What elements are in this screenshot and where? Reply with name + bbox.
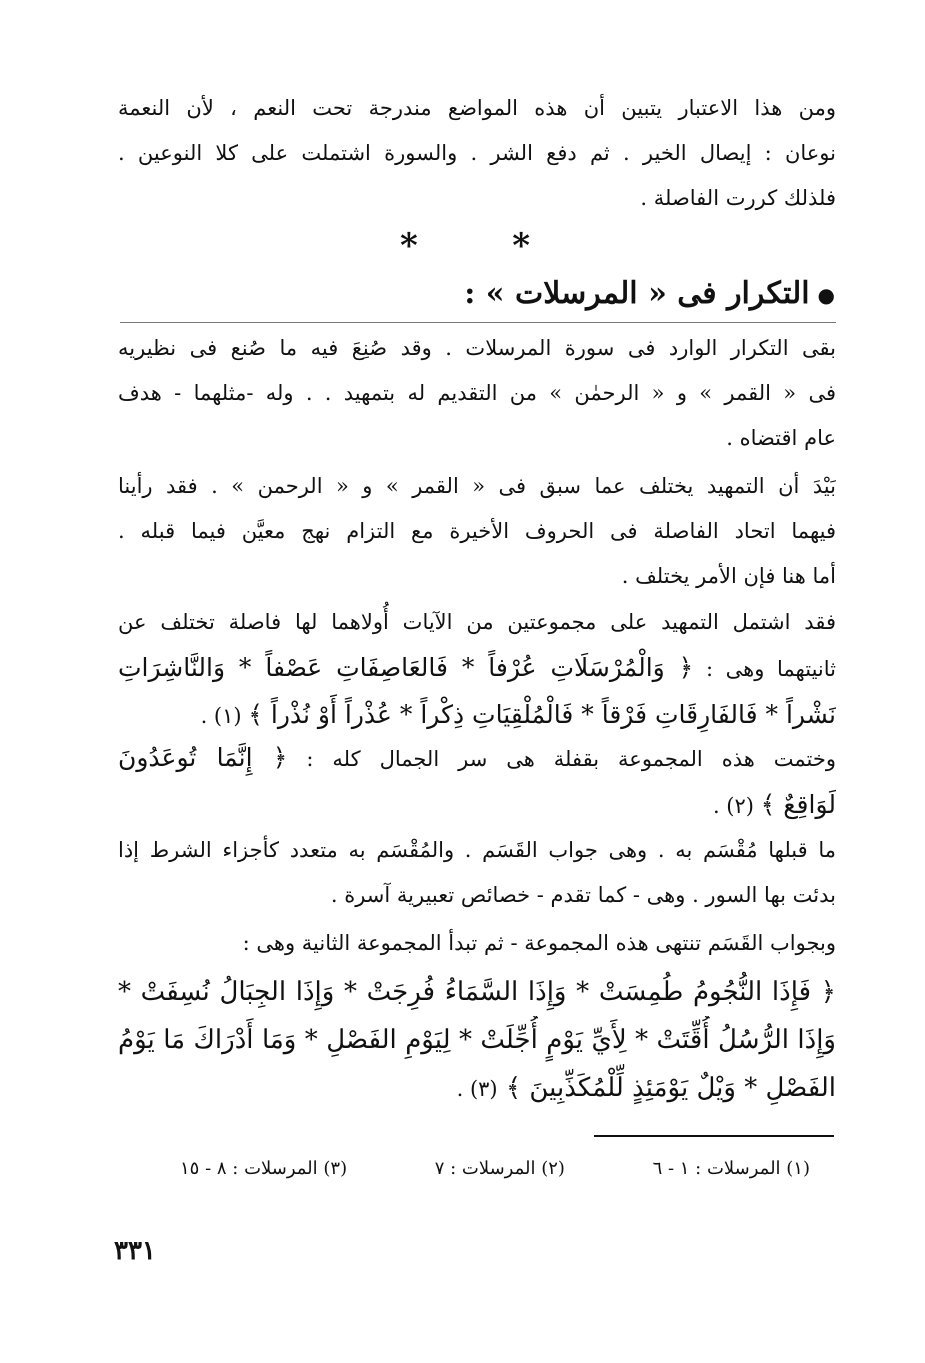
paragraph-6-line: ما قبلها مُقْسَم به . وهى جواب القَسَم . والمُقْسَم به متعدد كأجزاء الشرط إذا xyxy=(118,838,836,862)
footnote-ref: (٢) . xyxy=(712,794,754,818)
paragraph-5 xyxy=(118,735,836,829)
quran-verse: نَشْراً * فَالفَارِقَاتِ فَرْقاً * فَالْمُلْقِيَاتِ ذِكْراً * عُذْراً أَوْ نُذْراً ﴾ xyxy=(248,700,836,729)
paragraph-1-line: ومن هذا الاعتبار يتبين أن هذه المواضع مندرجة تحت النعم ، لأن النعمة xyxy=(118,96,836,120)
paragraph-8-verse xyxy=(118,968,836,1113)
quran-verse: ﴿ وَالْمُرْسَلَاتِ عُرْفاً * فَالعَاصِفَاتِ عَصْفاً * وَالنَّاشِرَاتِ xyxy=(118,653,694,682)
footnote-ref: (٣) . xyxy=(456,1077,498,1101)
separator-star: * xyxy=(512,226,530,266)
paragraph-5-text: وختمت هذه المجموعة بقفلة هى سر الجمال كله : xyxy=(306,747,836,771)
paragraph-3 xyxy=(118,464,836,599)
paragraph-1-line: نوعان : إيصال الخير . ثم دفع الشر . والسورة اشتملت على كلا النوعين . xyxy=(118,141,836,165)
paragraph-1 xyxy=(118,86,836,221)
quran-verse: الفَصْلِ * وَيْلٌ يَوْمَئِذٍ لِّلْمُكَذِّبِينَ ﴾ xyxy=(505,1073,836,1103)
paragraph-4-line: فقد اشتمل التمهيد على مجموعتين من الآيات أُولاهما لها فاصلة تختلف عن xyxy=(118,610,836,634)
paragraph-2-line: فى « القمر » و « الرحمٰن » من التقديم له بتمهيد . . وله -مثلهما - هدف xyxy=(118,381,836,405)
quran-verse: وَإِذَا الرُّسُلُ أُقِّتَتْ * لِأَيِّ يَوْمٍ أُجِّلَتْ * لِيَوْمِ الفَصْلِ * وَمَا أَدْرَاكَ مَا يَوْمُ xyxy=(118,1025,836,1055)
page-number: ٣٣١ xyxy=(114,1236,156,1266)
section-separator xyxy=(400,226,530,266)
bullet-icon: ● xyxy=(817,283,835,307)
footnote-ref: (١) . xyxy=(200,704,242,728)
paragraph-3-line: أما هنا فإن الأمر يختلف . xyxy=(621,564,836,588)
paragraph-2-line: بقى التكرار الوارد فى سورة المرسلات . وقد صُنِعَ فيه ما صُنع فى نظيريه xyxy=(118,336,836,360)
paragraph-2 xyxy=(118,326,836,461)
quran-verse: ﴿ إِنَّمَا تُوعَدُونَ xyxy=(118,743,288,772)
paragraph-6-line: بدئت بها السور . وهى - كما تقدم - خصائص تعبيرية آسرة . xyxy=(330,883,836,907)
paragraph-4 xyxy=(118,600,836,739)
footnote-3: (٣) المرسلات : ٨ - ١٥ xyxy=(180,1158,348,1179)
footnotes xyxy=(180,1158,810,1179)
paragraph-5-line xyxy=(118,782,836,829)
footnote-divider xyxy=(594,1135,834,1137)
paragraph-5-line xyxy=(118,735,836,782)
paragraph-3-line: بَيْدَ أن التمهيد يختلف عما سبق فى « القمر » و « الرحمن » . فقد رأينا xyxy=(118,474,836,498)
quran-verse-line xyxy=(118,1064,836,1113)
paragraph-4-line xyxy=(118,645,836,692)
paragraph-3-line: فيهما اتحاد الفاصلة فى الحروف الأخيرة مع التزام نهج معيَّن فيما قبله . xyxy=(118,519,836,543)
paragraph-4-text: ثانيتهما وهى : xyxy=(705,657,836,681)
paragraph-1-line: فلذلك كررت الفاصلة . xyxy=(640,186,836,210)
quran-verse: ﴿ فَإِذَا النُّجُومُ طُمِسَتْ * وَإِذَا السَّمَاءُ فُرِجَتْ * وَإِذَا الجِبَالُ نُسِفَتْ * xyxy=(118,977,836,1007)
separator-star: * xyxy=(400,226,418,266)
paragraph-7 xyxy=(118,921,836,966)
paragraph-7-line: وبجواب القَسَم تنتهى هذه المجموعة - ثم تبدأ المجموعة الثانية وهى : xyxy=(242,931,836,955)
section-heading-text: التكرار فى « المرسلات » : xyxy=(464,276,810,311)
paragraph-6 xyxy=(118,828,836,918)
paragraph-2-line: عام اقتضاه . xyxy=(726,426,836,450)
section-heading xyxy=(464,276,835,311)
quran-verse: لَوَاقِعٌ ﴾ xyxy=(760,790,836,819)
paragraph-4-line xyxy=(118,692,836,739)
footnote-2: (٢) المرسلات : ٧ xyxy=(434,1158,565,1179)
heading-divider xyxy=(120,322,836,323)
footnote-1: (١) المرسلات : ١ - ٦ xyxy=(652,1158,810,1179)
